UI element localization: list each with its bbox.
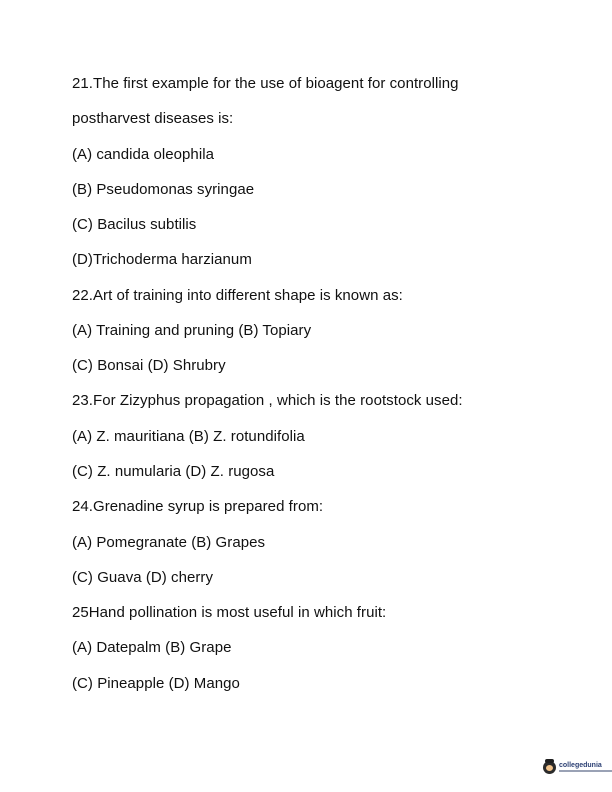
q21-option-b: (B) Pseudomonas syringae [72,181,255,198]
q23-stem: 23.For Zizyphus propagation , which is the rootstock used: [72,392,463,409]
q23-options-cd: (C) Z. numularia (D) Z. rugosa [72,463,275,480]
q24-options-ab: (A) Pomegranate (B) Grapes [72,534,266,551]
q24-stem: 24.Grenadine syrup is prepared from: [72,498,324,515]
logo-tagline-bar [559,770,612,772]
q23-options-ab: (A) Z. mauritiana (B) Z. rotundifolia [72,428,305,445]
collegedunia-mascot-icon [543,761,556,774]
q22-options-cd: (C) Bonsai (D) Shrubry [72,357,226,374]
q22-options-ab: (A) Training and pruning (B) Topiary [72,322,312,339]
q21-option-d: (D)Trichoderma harzianum [72,251,252,268]
q21-option-c: (C) Bacilus subtilis [72,216,197,233]
q21-option-a: (A) candida oleophila [72,146,214,163]
q21-stem-line2: postharvest diseases is: [72,110,234,127]
q25-stem: 25Hand pollination is most useful in which fruit: [72,604,387,621]
q25-options-cd: (C) Pineapple (D) Mango [72,675,240,692]
q25-options-ab: (A) Datepalm (B) Grape [72,639,232,656]
q22-stem: 22.Art of training into different shape is known as: [72,287,403,304]
q21-stem-line1: 21.The first example for the use of bioagent for controlling [72,75,459,92]
logo-wordmark: collegedunia [559,762,602,769]
collegedunia-logo [543,757,607,777]
q24-options-cd: (C) Guava (D) cherry [72,569,214,586]
